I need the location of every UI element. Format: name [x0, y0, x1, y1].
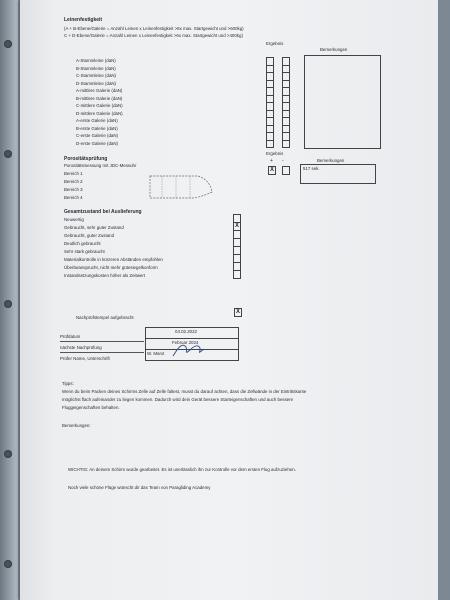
label-underline: [60, 352, 144, 353]
zustand-option: Gebraucht, guter Zustand: [64, 233, 115, 238]
wing-profile-diagram: [148, 170, 214, 200]
pruefer-name-value: W. Marxt: [147, 351, 165, 356]
section-title-porositaet: Porositätsprüfung: [64, 156, 108, 162]
minus-label: -: [282, 158, 284, 164]
leinen-row-label: D-mittlere Galerie (daN): [76, 110, 123, 116]
pruefer-signature: [170, 338, 210, 360]
closing-line: Noch viele schöne Flüge wünscht dir das Team von Paragliding Academy: [68, 485, 211, 490]
inspection-report-page: [20, 0, 438, 600]
leinen-row-label: C-Stammleine (daN): [76, 73, 117, 78]
pruefdatum-value: 04.02.2022: [175, 329, 197, 334]
leinen-row-label: C-erste Galerie (daN): [76, 133, 118, 138]
tipps-line: möglichst flach aufeinander zu liegen kommen. Dadurch wird dein Gerät bessere Starteigenschaften und auch bessere: [62, 397, 294, 402]
porositaet-plus-checkbox: X: [269, 167, 274, 173]
porositaet-area: Bereich 2: [64, 179, 83, 184]
tipps-line: Wenn du beim Packen deines Schirms Zelle auf Zelle faltest, musst du darauf achten, dass die Zellwände in der Eintrittskante: [62, 389, 307, 394]
leinen-row-label: B-erste Galerie (daN): [76, 125, 118, 131]
punch-hole: [4, 150, 12, 158]
porositaet-method: Porositätsmessung mit JDC-Messuhr: [64, 163, 137, 168]
ergebnis-cell: [266, 140, 274, 149]
plus-label: +: [270, 158, 273, 164]
section-title-gesamtzustand: Gesamtzustand bei Auslieferung: [64, 209, 142, 215]
leinen-row-label: A-mittlere Galerie (daN): [76, 88, 123, 93]
wichtig-notice: WICHTIG: An deinem Schirm wurde gearbeitet. Es ist unerlässlich ihn zur Kontrolle vor dem ersten Flug aufzuziehen.: [68, 467, 296, 472]
porositaet-bemerkungen-header: Bemerkungen: [317, 158, 345, 163]
zustand-option: Gebraucht, sehr guter Zustand: [64, 225, 124, 230]
leinen-row-label: D-Stammleine (daN): [76, 80, 117, 86]
porositaet-ergebnis-header: Ergebnis: [266, 151, 284, 156]
label-underline: [60, 341, 144, 342]
leinen-row-label: D-erste Galerie (daN): [76, 140, 118, 146]
porositaet-bemerkung-value: 517 sek.: [303, 166, 320, 171]
punch-hole: [4, 300, 12, 308]
nachpruefstempel-checkbox: X: [235, 309, 240, 315]
zustand-option: Materialkontrolle in kürzeren Abständen empfohlen: [64, 257, 163, 262]
pruefdatum-label: Prüfdatum: [60, 334, 81, 339]
ergebnis-header: Ergebnis: [266, 41, 284, 46]
zustand-option: Sehr stark gebraucht: [64, 249, 105, 254]
nachpruefstempel-label: Nachprüfstempel aufgebracht: [76, 315, 134, 320]
leinen-bemerkungen-box: [304, 55, 381, 149]
pruefer-label: Prüfer Name, Unterschrift: [60, 356, 110, 361]
porositaet-area: Bereich 1: [64, 171, 83, 176]
ergebnis-cell: [282, 140, 290, 149]
leinen-row-label: C-mittlere Galerie (daN): [76, 103, 123, 108]
zustand-checkbox: [233, 270, 241, 279]
porositaet-area: Bereich 4: [64, 195, 83, 200]
porositaet-area: Bereich 3: [64, 187, 83, 192]
naechste-nachpruefung-value: Februar 2024: [172, 340, 199, 345]
zustand-option: Instandsetzungskosten höher als Zeitwert: [64, 273, 146, 278]
zustand-option: Neuwertig: [64, 217, 84, 222]
section-title-leinenfestigkeit: Leinenfestigkeit: [64, 17, 103, 23]
binder-sleeve: [0, 0, 18, 600]
leinen-row-label: A-Stammleine (daN): [76, 58, 116, 63]
zustand-option: Überbeansprucht, nicht mehr gütesiegelkonform: [64, 265, 158, 270]
porositaet-minus-checkbox: [282, 166, 290, 175]
leinen-row-label: A-erste Galerie (daN): [76, 118, 118, 123]
bemerkungen-label: Bemerkungen:: [62, 423, 91, 428]
punch-hole: [4, 560, 12, 568]
naechste-nachpruefung-label: nächste Nachprüfung: [60, 345, 102, 350]
tipps-line: Fluggeigenschaften behalten.: [62, 405, 120, 410]
rule-line-c: C + D-Ebene/Galerie = Anzahl Leinen x Leinenfestigkeit >6x max. Startgewicht und >400kg): [64, 33, 243, 38]
punch-hole: [4, 450, 12, 458]
zustand-checkbox-selected: X: [234, 223, 239, 229]
bemerkungen-header: Bemerkungen: [320, 47, 348, 52]
rule-line-a: (A + B-Ebene/Galerie = Anzahl Leinen x Leinenfestigkeit >8x max. Startgewicht und >600kg): [64, 26, 244, 31]
leinen-row-label: B-mittlere Galerie (daN): [76, 95, 123, 101]
leinen-row-label: B-Stammleine (daN): [76, 65, 116, 71]
zustand-option: Deutlich gebraucht: [64, 241, 101, 246]
tipps-title: Tipps:: [62, 381, 74, 386]
punch-hole: [4, 40, 12, 48]
